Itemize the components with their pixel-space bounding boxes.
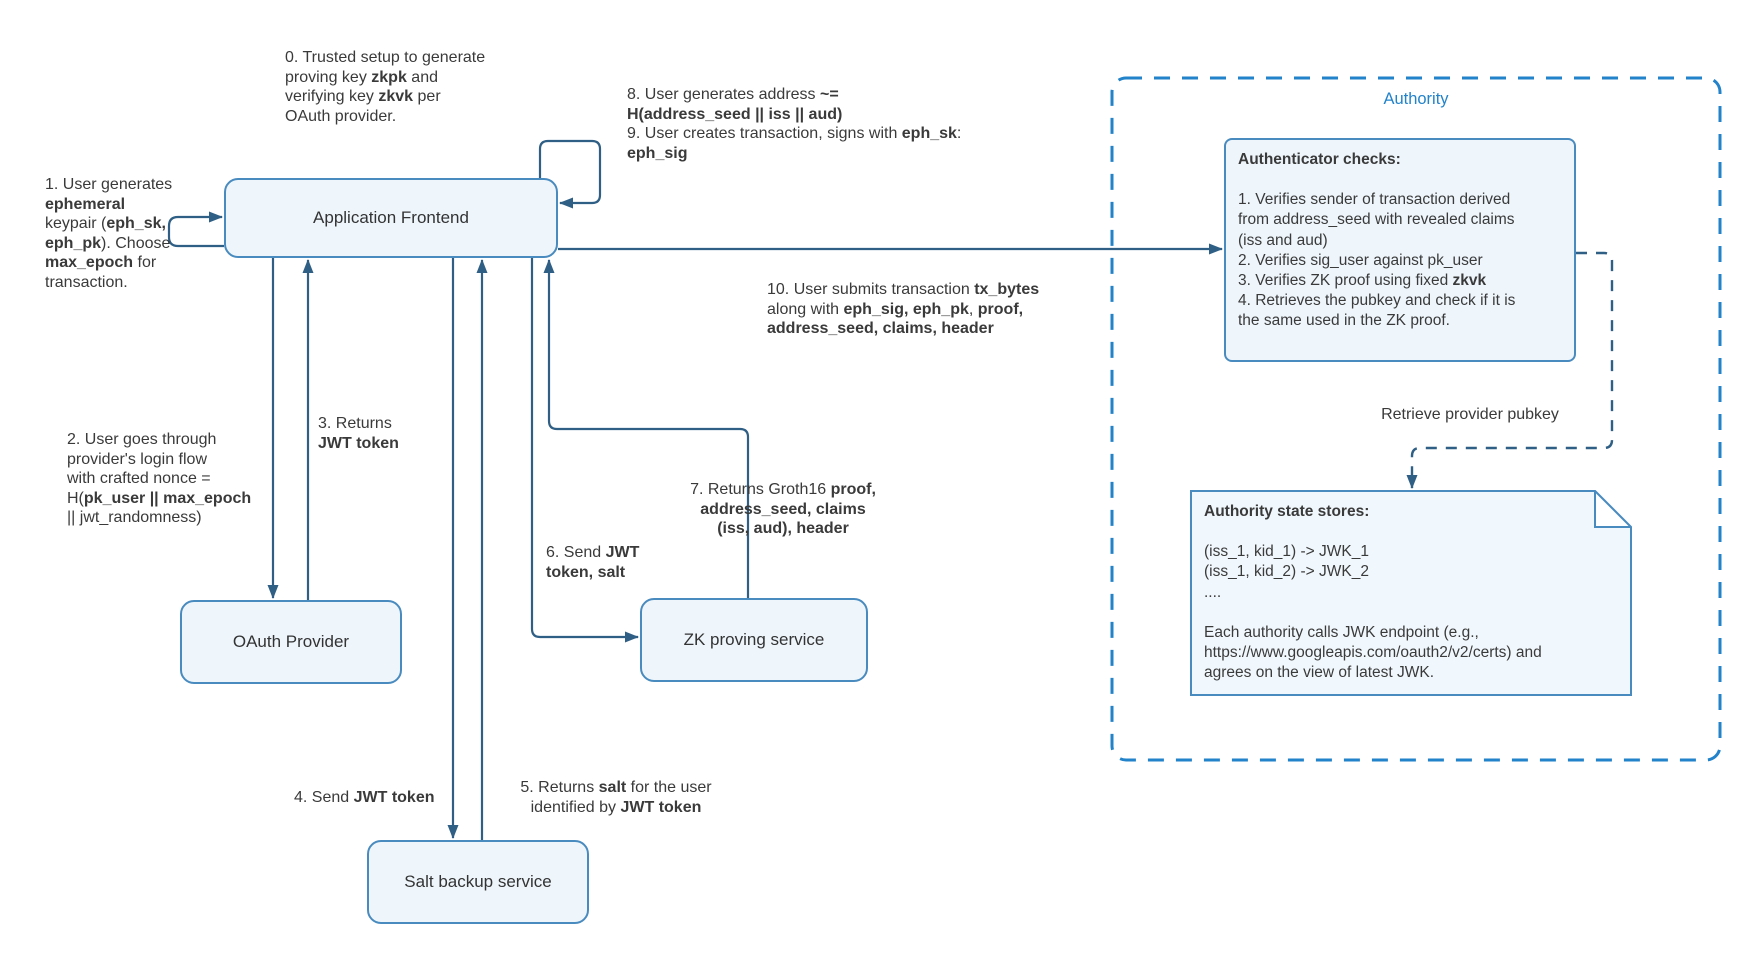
node-application-frontend-label: Application Frontend [313, 208, 469, 227]
annotation-step-0: 0. Trusted setup to generate proving key zkpk and verifying key zkvk per OAuth provider. [285, 49, 486, 125]
annotation-step-5: 5. Returns salt for the user identified by JWT token [520, 779, 712, 816]
node-application-frontend [224, 178, 558, 258]
node-salt-backup-service-label: Salt backup service [404, 872, 552, 891]
authority-title: Authority [1383, 90, 1449, 108]
node-salt-backup-service [367, 840, 589, 924]
node-zk-proving-service [640, 598, 868, 682]
authenticator-checks-text: Authenticator checks: 1. Verifies sender of transaction derived from address_seed with revealed claims (iss and aud) 2. Verifies sig_user against pk_user 3. Verifies ZK proof using fixed zkvk 4. Retrieves the pubkey and check if it is the same used in the ZK proof. [1238, 151, 1516, 330]
node-oauth-provider [180, 600, 402, 684]
annotation-step-8-9: 8. User generates address ~= H(address_seed || iss || aud) 9. User creates transaction, signs with eph_sk: eph_sig [627, 86, 962, 162]
annotation-step-1: 1. User generates ephemeral keypair (eph_sk, eph_pk). Choose max_epoch for transaction. [45, 176, 173, 291]
annotation-step-7: 7. Returns Groth16 proof, address_seed, claims (iss, aud), header [690, 481, 876, 538]
retrieve-pubkey-label: Retrieve provider pubkey [1381, 406, 1559, 423]
annotation-step-2: 2. User goes through provider's login flow with crafted nonce = H(pk_user || max_epoch || jwt_randomness) [67, 431, 252, 527]
node-oauth-provider-label: OAuth Provider [232, 632, 350, 651]
authenticator-checks-box [1224, 138, 1576, 362]
annotation-step-10: 10. User submits transaction tx_bytes along with eph_sig, eph_pk, proof, address_seed, claims, header [767, 281, 1040, 338]
note-fold-corner [1595, 491, 1631, 527]
annotation-step-3: 3. Returns JWT token [318, 415, 399, 452]
annotation-step-4: 4. Send JWT token [294, 789, 435, 806]
node-zk-proving-service-label: ZK proving service [683, 630, 825, 649]
self-loop-arrow-left [169, 217, 224, 246]
authority-state-note [1190, 490, 1632, 696]
authority-state-text: Authority state stores: (iss_1, kid_1) -> JWK_1 (iss_1, kid_2) -> JWK_2 .... Each authority calls JWK endpoint (e.g., https://www.googleapis.com/oauth2/v2/certs) and agrees on the view of latest JWK. [1204, 503, 1542, 682]
annotation-step-6: 6. Send JWT token, salt [546, 544, 640, 581]
